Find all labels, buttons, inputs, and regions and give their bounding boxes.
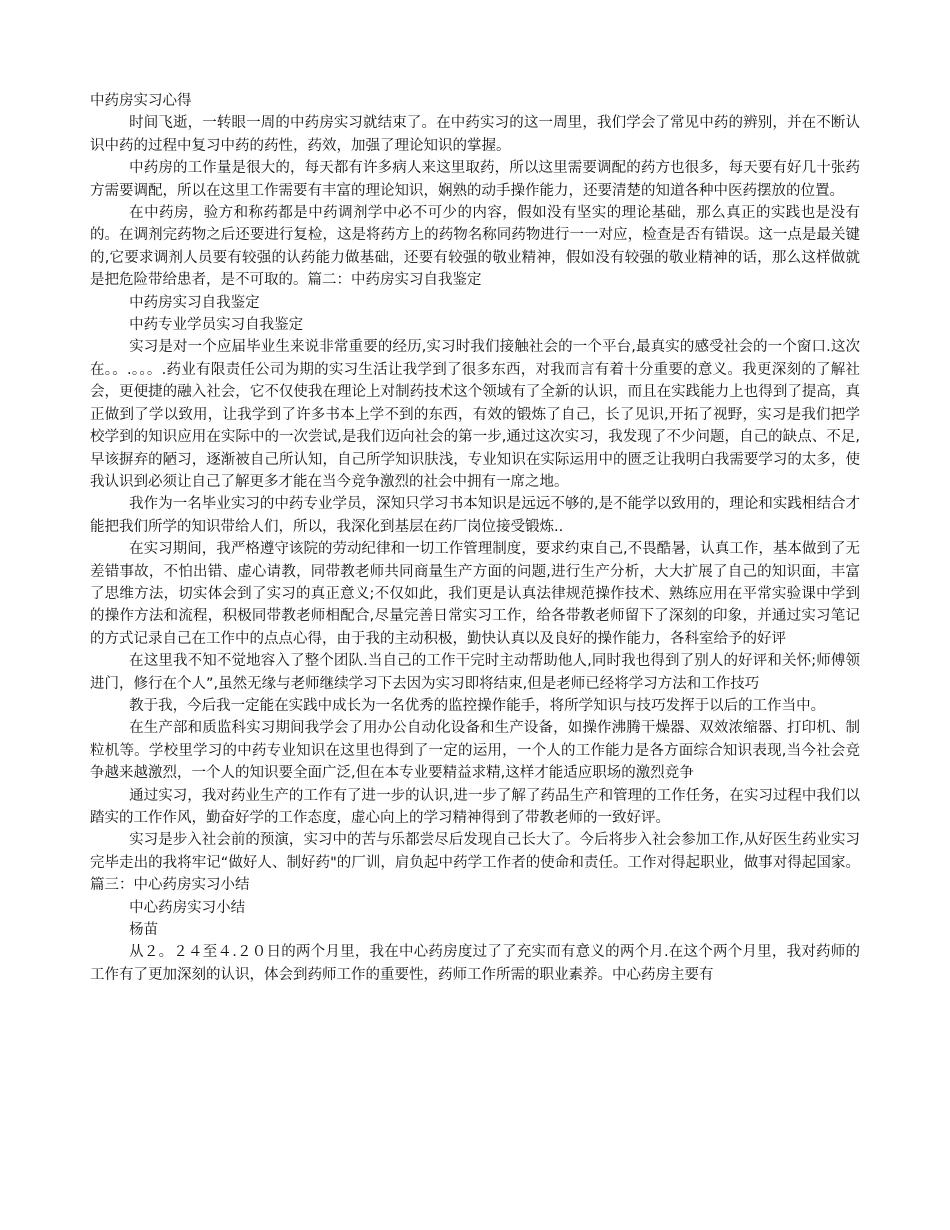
paragraph-5: 我作为一名毕业实习的中药专业学员，深知只学习书本知识是远远不够的,是不能学以致用的，理论和实践相结合才能把我们所学的知识带给人们，所以，我深化到基层在药厂岗位接受锻炼..	[90, 496, 860, 535]
paragraph-10: 通过实习，我对药业生产的工作有了进一步的认识,进一步了解了药品生产和管理的工作任务，在实习过程中我们以踏实的工作作风，勤奋好学的工作态度，虚心向上的学习精神得到了带教老师的一致好评。	[90, 787, 860, 826]
paragraph-8: 教于我，今后我一定能在实践中成长为一名优秀的监控操作能手，将所学知识与技巧发挥于以后的工作当中。	[129, 697, 826, 714]
author-name: 杨苗	[129, 922, 159, 939]
paragraph-11: 实习是步入社会前的预演，实习中的苦与乐都尝尽后发现自己长大了。今后将步入社会参加工作,从好医生药业实习完毕走出的我将牢记“做好人、制好药"的厂训，肩负起中药学工作者的使命和责任。工作对得起职业，做事对得起国家。篇三：中心药房实习小结	[90, 832, 860, 894]
paragraph-2: 中药房的工作量是很大的，每天都有许多病人来这里取药，所以这里需要调配的药方也很多，每天要有好几十张药方需要调配，所以在这里工作需要有丰富的理论知识，娴熟的动手操作能力，还要清楚的知道各种中医药摆放的位置。	[90, 160, 860, 199]
document-page	[90, 90, 860, 986]
paragraph-1: 时间飞逝，一转眼一周的中药房实习就结束了。在中药实习的这一周里，我们学会了常见中药的辨别，并在不断认识中药的过程中复习中药的药性，药效，加强了理论知识的掌握。	[90, 115, 860, 154]
paragraph-4: 实习是对一个应届毕业生来说非常重要的经历,实习时我们接触社会的一个平台,最真实的感受社会的一个窗口.这次在。。.。。。.药业有限责任公司为期的实习生活让我学到了很多东西，对我而言有着十分重要的意义。我更深刻的了解社会，更便捷的融入社会，它不仅使我在理论上对制药技术这个领域有了全新的认识，而且在实践能力上也得到了提高，真正做到了学以致用，让我学到了许多书本上学不到的东西，有效的锻炼了自己，长了见识,开拓了视野，实习是我们把学校学到的知识应用在实际中的一次尝试,是我们迈向社会的第一步,通过这次实习，我发现了不少问题，自己的缺点、不足,早该摒弃的陋习，逐渐被自己所认知，自己所学知识肤浅，专业知识在实际运用中的匮乏让我明白我需要学习的太多，使我认识到必须让自己了解更多才能在当今竞争激烈的社会中拥有一席之地。	[90, 339, 860, 490]
document-title: 中药房实习心得	[90, 93, 192, 109]
paragraph-6: 在实习期间，我严格遵守该院的劳动纪律和一切工作管理制度，要求约束自己,不畏酷暑，认真工作，基本做到了无差错事故，不怕出错、虚心请教，同带教老师共同商量生产方面的问题,进行生产分析，大大扩展了自己的知识面，丰富了思维方法，切实体会到了实习的真正意义;不仅如此，我们更是认真法律规范操作技术、熟练应用在平常实验课中学到的操作方法和流程，积极同带教老师相配合,尽量完善日常实习工作，给各带教老师留下了深刻的印象，并通过实习笔记的方式记录自己在工作中的点点心得，由于我的主动积极，勤快认真以及良好的操作能力，各科室给予的好评	[90, 541, 860, 647]
section-subheading-student-assessment: 中药专业学员实习自我鉴定	[129, 317, 304, 334]
paragraph-9: 在生产部和质监科实习期间我学会了用办公自动化设备和生产设备，如操作沸腾干燥器、双效浓缩器、打印机、制粒机等。学校里学习的中药专业知识在这里也得到了一定的运用，一个人的工作能力是各方面综合知识表现,当今社会竞争越来越激烈，一个人的知识要全面广泛,但在本专业要精益求精,这样才能适应职场的激烈竞争	[90, 720, 860, 782]
paragraph-3: 在中药房，验方和称药都是中药调剂学中必不可少的内容，假如没有坚实的理论基础，那么真正的实践也是没有的。在调剂完药物之后还要进行复检，这是将药方上的药物名称同药物进行一一对应，检查是否有错误。这一点是最关键的,它要求调剂人员要有较强的认药能力做基础，还要有较强的敬业精神，假如没有较强的敬业精神的话，那么这样做就是把危险带给患者，是不可取的。篇二：中药房实习自我鉴定	[90, 205, 860, 289]
section-heading-self-assessment: 中药房实习自我鉴定	[129, 294, 260, 311]
paragraph-12: 从２。２４至４.２０日的两个月里，我在中心药房度过了了充实而有意义的两个月.在这个两个月里，我对药师的工作有了更加深刻的认识，体会到药师工作的重要性，药师工作所需的职业素养。中心药房主要有	[90, 944, 860, 983]
paragraph-7: 在这里我不知不觉地容入了整个团队.当自己的工作干完时主动帮助他人,同时我也得到了别人的好评和关怀;师傅领进门，修行在个人”,虽然无缘与老师继续学习下去因为实习即将结束,但是老师已经将学习方法和工作技巧	[90, 653, 860, 692]
section-heading-central-pharmacy: 中心药房实习小结	[129, 899, 246, 916]
